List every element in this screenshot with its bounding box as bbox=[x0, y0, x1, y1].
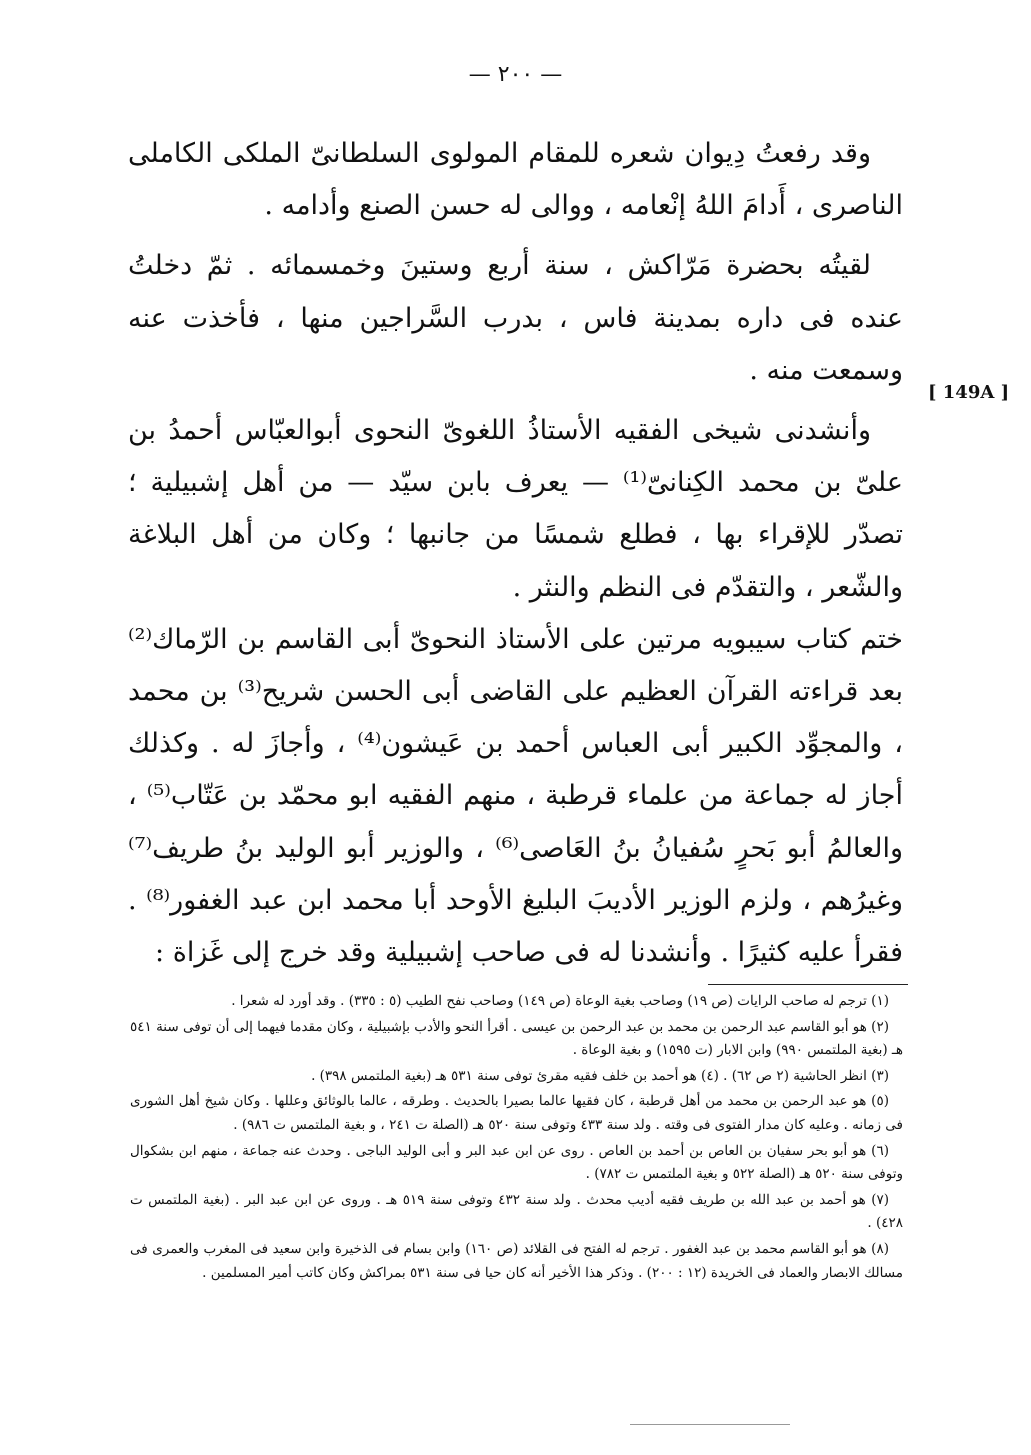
bottom-rule bbox=[630, 1424, 790, 1425]
footnote: (٦) هو أبو بحر سفيان بن العاص بن أحمد بن العاص . روى عن ابن عبد البر و أبى الوليد الباجى . وحدث عنه جماعة ، منهم ابن بشكوال وتوفى سنة ٥٢٠ هـ (الصلة ٥٢٢ و بغية الملتمس ت ٧٨٢) . bbox=[130, 1142, 903, 1183]
main-text bbox=[128, 128, 903, 979]
footnotes bbox=[130, 990, 903, 1287]
footnote: (١) ترجم له صاحب الرايات (ص ١٩) وصاحب بغية الوعاة (ص ١٤٩) وصاحب نفح الطيب (٥ : ٣٣٥) . وقد أورد له شعرا . bbox=[231, 993, 889, 1009]
footnote: (٣) انظر الحاشية (٢ ص ٦٢) . (٤) هو أحمد بن خلف فقيه مقرئ توفى سنة ٥٣١ هـ (بغية الملتمس ٣٩٨) . bbox=[311, 1067, 889, 1084]
footnote: (٥) هو عبد الرحمن بن محمد من أهل قرطبة ، كان فقيها عالما بصيرا بالحديث . وطرقه ، عالما بالوثائق وعللها . وكان شيخ أهل الشورى فى زمانه . وعليه كان مدار الفتوى فى وقته . ولد سنة ٤٣٣ وتوفى سنة ٥٢٠ هـ (الصلة ت ٢٤١ ، و بغية الملتمس ت ٩٨٦) . bbox=[130, 1093, 903, 1133]
body-paragraph: لقيتُه بحضرة مَرّاكش ، سنة أربع وستينَ وخمسمائه . ثمّ دخلتُ عنده فى داره بمدينة فاس ، بدرب السَّراجين منها ، فأخذت عنه وسمعت منه . bbox=[128, 250, 903, 386]
footnote-divider bbox=[708, 984, 908, 985]
footnote: (٧) هو أحمد بن عبد الله بن طريف فقيه أديب محدث . ولد سنة ٤٣٢ وتوفى سنة ٥١٩ هـ . وروى عن ابن عبد البر . (بغية الملتمس ت ٤٢٨) . bbox=[130, 1191, 903, 1232]
page-number: — ٢٠٠ — bbox=[468, 62, 563, 87]
footnote: (٨) هو أبو القاسم محمد بن عبد الغفور . ترجم له الفتح فى القلائد (ص ١٦٠) وابن بسام فى الذخيرة وابن سعيد فى المغرب والعمرى فى مسالك الابصار والعماد فى الخريدة (١٢ : ٢٠٠) . وذكر هذا الأخير أنه كان حيا فى سنة ٥٣١ بمراكش وكان كاتب أمير المسلمين . bbox=[130, 1240, 903, 1281]
body-paragraph: وقد رفعتُ دِيوان شعره للمقام المولوى السلطانىّ الملكى الكاملى الناصرى ، أَدامَ اللهُ إنْعامه ، ووالى له حسن الصنع وأدامه . bbox=[128, 138, 903, 222]
margin-reference: [ 149A ] bbox=[928, 382, 1010, 403]
body-paragraph: وأنشدنى شيخى الفقيه الأستاذُ اللغوىّ النحوى أبوالعبّاس أحمدُ بن علىّ بن محمد الكِنانىّ⁽¹⁾ — يعرف بابن سيّد — من أهل إشبيلية ؛ تصدّر للإقراء بها ، فطلع شمسًا من جانبها ؛ وكان من أهل البلاغة والشّعر ، والتقدّم فى النظم والنثر . bbox=[128, 415, 903, 603]
footnote: (٢) هو أبو القاسم عبد الرحمن بن محمد بن عبد الرحمن بن عيسى . أقرأ النحو والأدب بإشبيلية ، وكان مقدما فيهما إلى أن توفى سنة ٥٤١ هـ (بغية الملتمس ٩٩٠) وابن الابار (ت ١٥٩٥) و بغية الوعاة . bbox=[130, 1018, 903, 1059]
body-paragraph: ختم كتاب سيبويه مرتين على الأستاذ النحوىّ أبى القاسم بن الرّماك⁽²⁾ بعد قراءته القرآن العظيم على القاضى أبى الحسن شريح⁽³⁾ بن محمد ، والمجوِّد الكبير أبى العباس أحمد بن عَيشون⁽⁴⁾ ، وأجازَ له . وكذلك أجاز له جماعة من علماء قرطبة ، منهم الفقيه ابو محمّد بن عَتّاب⁽⁵⁾ ، والعالمُ أبو بَحرٍ سُفيانُ بنُ العَاصى⁽⁶⁾ ، والوزير أبو الوليد بنُ طريف⁽⁷⁾ وغيرُهم ، ولزم الوزير الأديبَ البليغ الأوحد أبا محمد ابن عبد الغفور⁽⁸⁾ . فقرأ عليه كثيرًا . وأنشدنا له فى صاحب إشبيلية وقد خرج إلى غَزاة : bbox=[128, 623, 904, 969]
